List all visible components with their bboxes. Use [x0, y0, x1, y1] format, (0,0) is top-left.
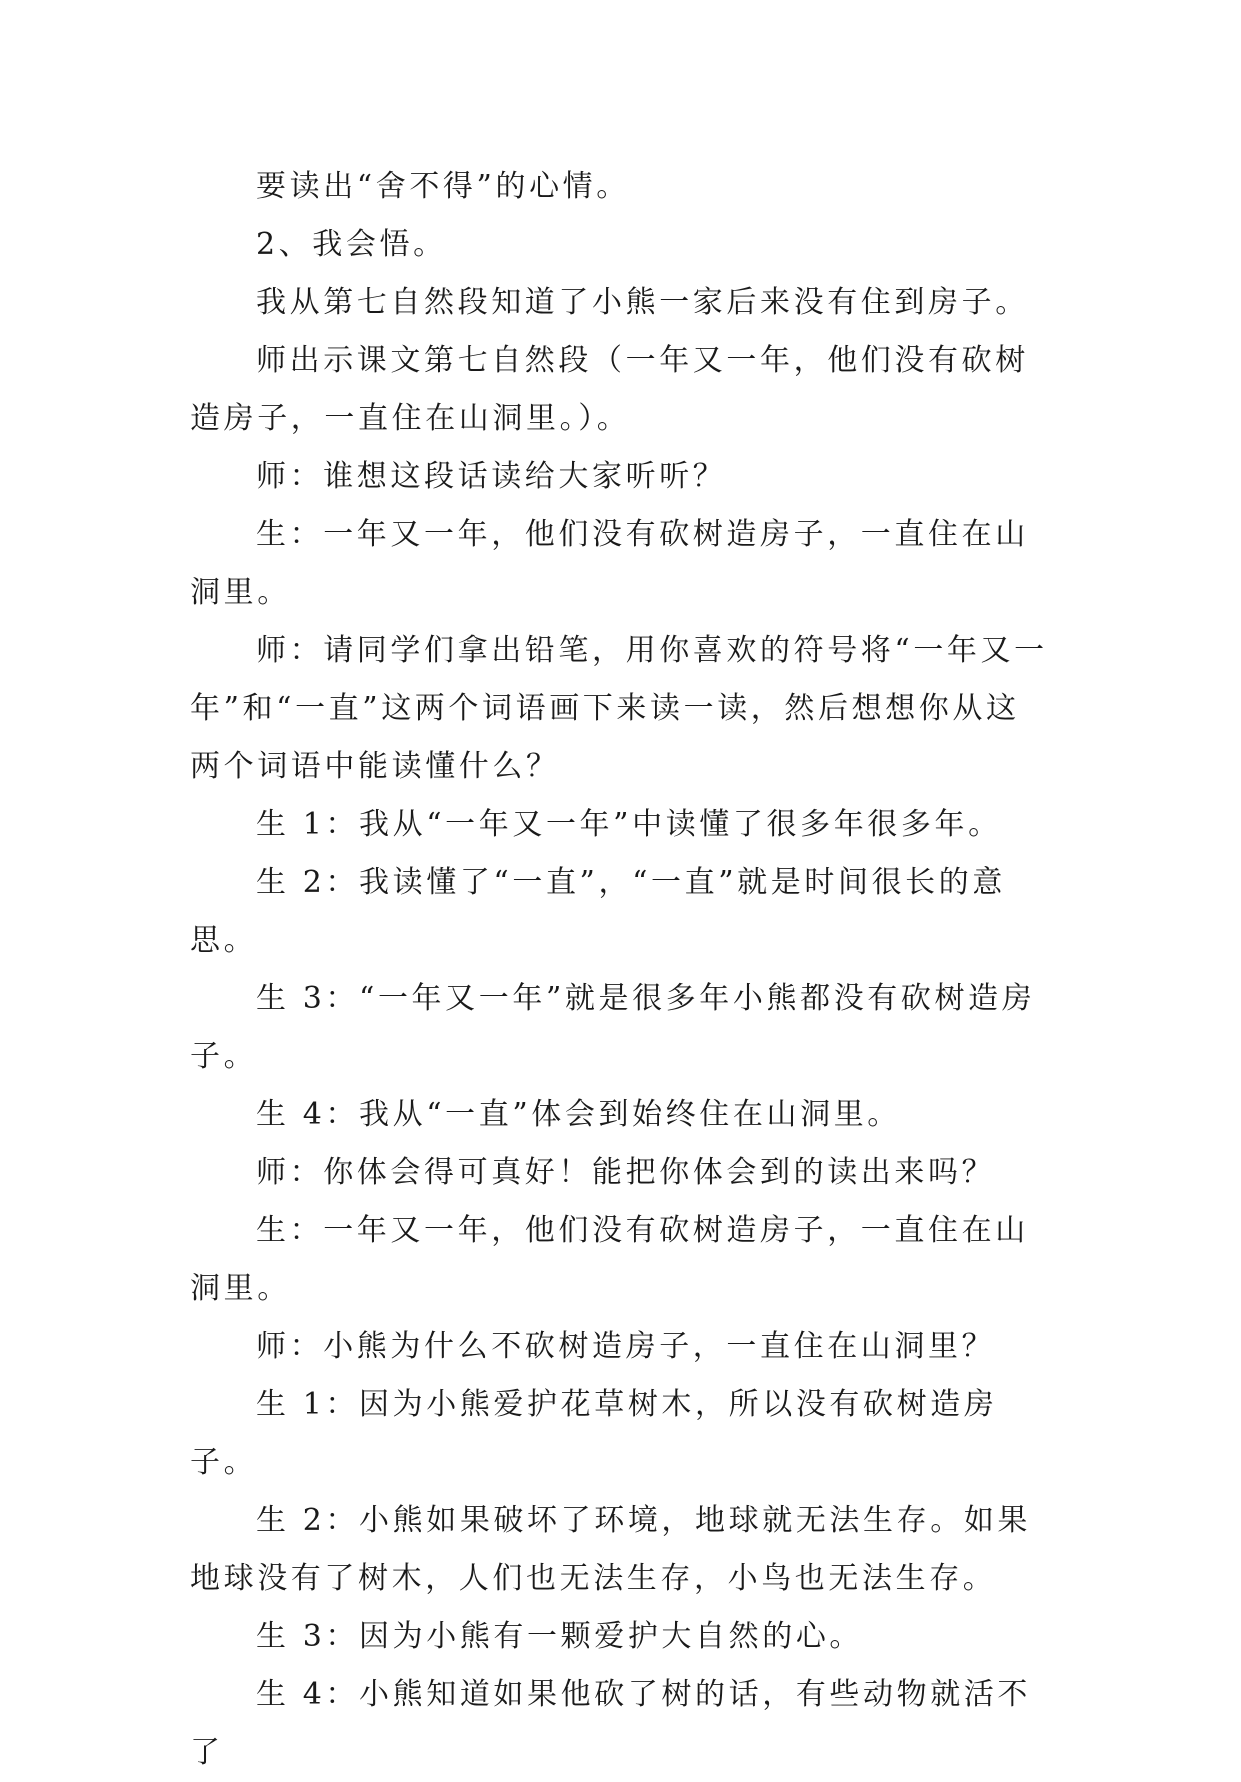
document-body: [190, 158, 1050, 1782]
paragraph-12: 师：你体会得可真好！能把你体会到的读出来吗？: [256, 1155, 996, 1190]
paragraph-11: 生 4：我从“一直”体会到始终住在山洞里。: [256, 1097, 901, 1132]
paragraph-15: 生 1：因为小熊爱护花草树木，所以没有砍树造房子。: [190, 1387, 998, 1480]
paragraph-9: 生 2：我读懂了“一直”，“一直”就是时间很长的意思。: [190, 865, 1006, 958]
paragraph-13: 生：一年又一年，他们没有砍树造房子，一直住在山洞里。: [190, 1213, 1029, 1306]
paragraph-16: 生 2：小熊如果破坏了环境，地球就无法生存。如果地球没有了树木，人们也无法生存，小鸟也无法生存。: [190, 1503, 1032, 1596]
paragraph-7: 师：请同学们拿出铅笔，用你喜欢的符号将“一年又一年”和“一直”这两个词语画下来读一读，然后想想你从这两个词语中能读懂什么？: [190, 633, 1048, 784]
paragraph-17: 生 3：因为小熊有一颗爱护大自然的心。: [256, 1619, 864, 1654]
paragraph-2: 2、我会悟。: [256, 227, 447, 262]
paragraph-14: 师：小熊为什么不砍树造房子，一直住在山洞里？: [256, 1329, 996, 1364]
paragraph-18: 生 4：小熊知道如果他砍了树的话，有些动物就活不了: [190, 1677, 1032, 1770]
paragraph-5: 师：谁想这段话读给大家听听？: [256, 459, 727, 494]
paragraph-6: 生：一年又一年，他们没有砍树造房子，一直住在山洞里。: [190, 517, 1029, 610]
paragraph-3: 我从第七自然段知道了小熊一家后来没有住到房子。: [256, 285, 1029, 320]
paragraph-10: 生 3：“一年又一年”就是很多年小熊都没有砍树造房子。: [190, 981, 1036, 1074]
paragraph-1: 要读出“舍不得”的心情。: [256, 169, 630, 204]
paragraph-4: 师出示课文第七自然段（一年又一年，他们没有砍树造房子，一直住在山洞里。）。: [190, 343, 1029, 436]
paragraph-8: 生 1：我从“一年又一年”中读懂了很多年很多年。: [256, 807, 1002, 842]
